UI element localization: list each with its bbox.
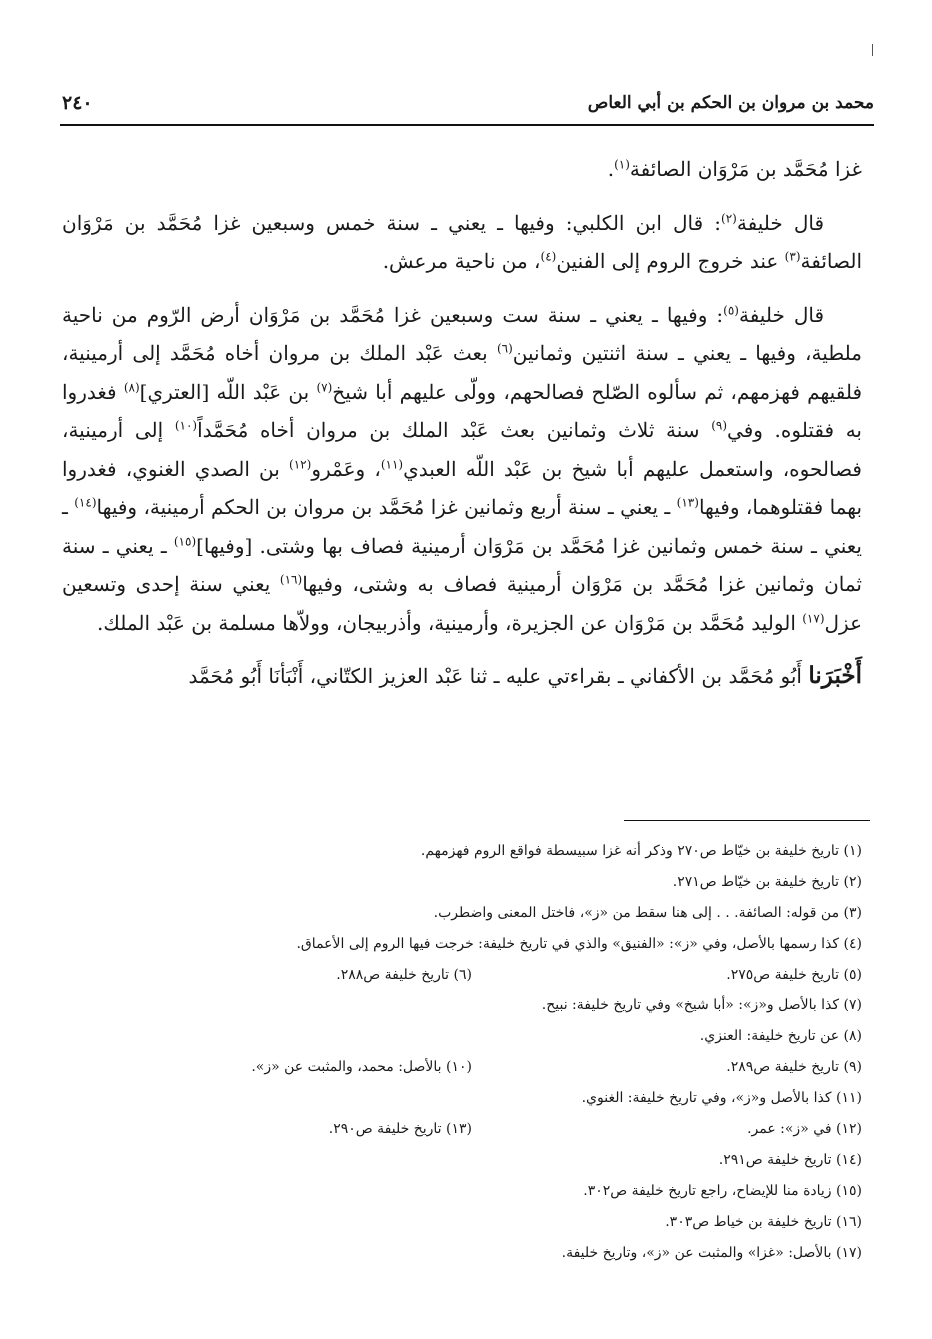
footnote-ref: (٢) xyxy=(721,210,737,225)
footnote: (٧) كذا بالأصل و«ز»: «أبا شيخ» وفي تاريخ خليفة: نبيح. xyxy=(541,997,862,1014)
footnote-row xyxy=(62,1021,862,1052)
page-edge-mark xyxy=(872,44,873,56)
footnote: (١) تاريخ خليفة بن خيّاط ص٢٧٠ وذكر أنه غزا سبيسطة فواقع الروم فهزمهم. xyxy=(420,843,862,859)
footnote-ref: (١٧) xyxy=(802,610,825,625)
footnote: (٢) تاريخ خليفة بن خيّاط ص٢٧١. xyxy=(672,873,862,890)
footnote: (١٠) بالأصل: محمد، والمثبت عن «ز». xyxy=(251,1059,472,1076)
footnote: (١١) كذا بالأصل و«ز»، وفي تاريخ خليفة: الغنوي. xyxy=(581,1090,862,1107)
footnote-ref: (٩) xyxy=(711,418,728,433)
footnote-ref: (٨) xyxy=(123,379,140,394)
footnote-ref: (١٦) xyxy=(279,572,303,587)
paragraph-text: فغدروا به فقتلوه. وفي xyxy=(62,379,862,442)
footnote-ref: (١) xyxy=(614,157,630,172)
paragraph-text: ، وعَمْرو xyxy=(311,456,381,481)
footnote-row xyxy=(62,1176,862,1207)
paragraph-text: بن الصدي الغنوي، فغدروا بهما فقتلوهما، وفيها xyxy=(62,456,863,519)
paragraph-text: قال خليفة xyxy=(738,302,825,327)
footnote: (٦) تاريخ خليفة ص٢٨٨. xyxy=(336,966,472,983)
footnote-row xyxy=(62,1207,862,1238)
paragraph-text: قال خليفة xyxy=(736,210,824,235)
isnad-lead-word: أَخْبَرَنا xyxy=(808,662,862,689)
paragraph-text: : قال ابن الكلبي: وفيها ـ يعني ـ سنة خمس وسبعين غزا مُحَمَّد بن مَرْوَان الصائفة xyxy=(62,210,862,273)
paragraph-text: الوليد مُحَمَّد بن مَرْوَان عن الجزيرة، وأرمينية، وأذربيجان، وولاّها مسلمة بن عَبْد الملك. xyxy=(97,610,803,635)
footnote-row xyxy=(62,960,862,991)
footnotes xyxy=(62,836,862,1268)
footnote-ref: (٤) xyxy=(540,249,557,264)
footnote: (١٦) تاريخ خليفة بن خياط ص٣٠٣. xyxy=(665,1213,862,1230)
footnote-row xyxy=(62,1114,862,1145)
paragraph-text: ـ يعني ـ سنة ثمان وثمانين غزا مُحَمَّد بن مَرْوَان أرمينية فصاف به وشتى، وفيها xyxy=(62,533,862,596)
paragraph-text: : وفيها ـ يعني ـ سنة ست وسبعين غزا مُحَمَّد بن مَرْوَان أرض الرّوم من ناحية ملطية، وفيها ـ يعني ـ سنة اثنتين وثمانين xyxy=(62,302,863,365)
page-number: ٢٤٠ xyxy=(62,92,93,114)
footnote-row xyxy=(62,1145,862,1176)
paragraph-text: بعث عَبْد الملك بن مروان أخاه مُحَمَّد إلى أرمينية، فلقيهم فهزمهم، ثم سألوه الصّلح فصالحهم، وولّى عليهم أبا شيخ xyxy=(62,341,863,404)
paragraph-text: يعني سنة إحدى وتسعين عزل xyxy=(62,572,862,635)
running-header xyxy=(62,90,874,118)
paragraph-text: ، من ناحية مرعش. xyxy=(382,249,541,273)
header-title: محمد بن مروان بن الحكم بن أبي العاص xyxy=(587,93,874,113)
paragraph-text: ـ يعني ـ سنة خمس وثمانين غزا مُحَمَّد بن مَرْوَان أرمينية فصاف بها وشتى. [وفيها] xyxy=(62,495,862,558)
paragraph-1 xyxy=(62,150,862,189)
footnote-row xyxy=(62,990,862,1021)
footnote: (١٢) في «ز»: عمر. xyxy=(747,1121,862,1138)
footnote: (٤) كذا رسمها بالأصل، وفي «ز»: «الفنيق» والذي في تاريخ خليفة: خرجت فيها الروم إلى الأعماق. xyxy=(296,935,862,952)
footnote-row xyxy=(62,1238,862,1269)
paragraph-text: بن عَبْد اللّه [العتري] xyxy=(139,379,317,404)
paragraph-text: عند خروج الروم إلى الفنين xyxy=(556,249,785,273)
footnote-ref: (٣) xyxy=(784,249,801,264)
footnote-row xyxy=(62,1083,862,1114)
paragraph-3 xyxy=(62,296,862,643)
footnote-ref: (١٤) xyxy=(74,495,97,510)
footnote-ref: (٧) xyxy=(316,379,333,394)
paragraph-4 xyxy=(62,657,862,696)
footnote-row xyxy=(62,898,862,929)
footnote-separator xyxy=(624,820,870,821)
paragraph-text: أَبُو مُحَمَّد بن الأكفاني ـ بقراءتي عليه ـ ثنا عَبْد العزيز الكتّاني، أَنْبَأنَا أَبُو مُحَمَّد xyxy=(188,664,809,688)
footnote: (٩) تاريخ خليفة ص٢٨٩. xyxy=(726,1059,862,1076)
footnote: (٨) عن تاريخ خليفة: العنزي. xyxy=(699,1028,862,1045)
paragraph-text: غزا مُحَمَّد بن مَرْوَان الصائفة xyxy=(629,157,862,181)
footnote: (١٣) تاريخ خليفة ص٢٩٠. xyxy=(328,1121,472,1138)
footnote: (٣) من قوله: الصائفة. . . إلى هنا سقط من «ز»، فاختل المعنى واضطرب. xyxy=(433,904,862,921)
paragraph-text: إلى أرمينية، فصالحوه، واستعمل عليهم أبا شيخ بن عَبْد اللّه العبدي xyxy=(62,418,862,481)
footnote-ref: (١٥) xyxy=(173,533,197,548)
footnote-ref: (٦) xyxy=(496,341,513,356)
footnote-ref: (١٣) xyxy=(676,495,699,510)
main-text xyxy=(62,150,862,711)
footnote: (١٧) بالأصل: «غزا» والمثبت عن «ز»، وتاريخ خليفة. xyxy=(561,1244,862,1261)
paragraph-text: سنة ثلاث وثمانين بعث عَبْد الملك بن مروان أخاه مُحَمَّداً xyxy=(197,418,712,442)
footnote-ref: (١٢) xyxy=(289,456,312,471)
footnote: (١٤) تاريخ خليفة ص٢٩١. xyxy=(718,1151,862,1168)
footnote: (٥) تاريخ خليفة ص٢٧٥. xyxy=(726,966,862,983)
paragraph-text: . xyxy=(607,157,615,181)
footnote-row xyxy=(62,867,862,898)
paragraph-2 xyxy=(62,204,862,281)
footnote-ref: (١٠) xyxy=(174,418,198,433)
footnote-ref: (١١) xyxy=(380,456,404,471)
footnote-ref: (٥) xyxy=(723,302,739,317)
footnote-row xyxy=(62,836,862,867)
footnote-row xyxy=(62,1052,862,1083)
footnote-row xyxy=(62,929,862,960)
header-rule xyxy=(60,124,874,126)
paragraph-text: ـ يعني ـ سنة أربع وثمانين غزا مُحَمَّد بن مروان بن الحكم أرمينية، وفيها xyxy=(96,495,677,519)
footnote: (١٥) زيادة منا للإيضاح، راجع تاريخ خليفة ص٣٠٢. xyxy=(583,1182,862,1199)
